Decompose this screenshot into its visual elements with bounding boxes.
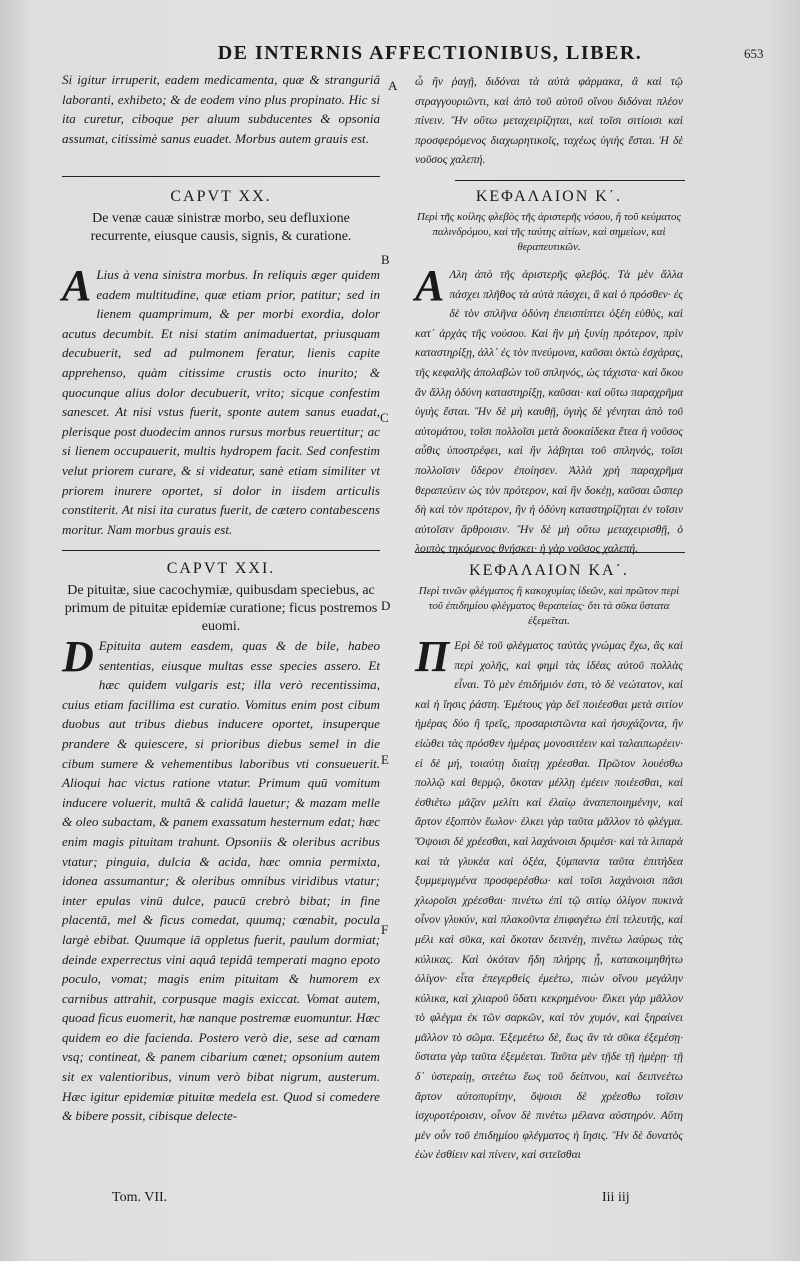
chapter-20-latin-body bbox=[62, 261, 380, 540]
dropcap: D bbox=[62, 632, 94, 681]
running-head: DE INTERNIS AFFECTIONIBUS, LIBER. bbox=[217, 42, 643, 64]
chapter-21-greek-body bbox=[415, 632, 683, 1188]
latin-continuation: Si igitur irruperit, eadem medicamenta, quæ & stranguriâ laboranti, exhibeto; & de eodem vino plus propinato. Hic si ita curetur, ciboque per aluum subducentes & opsonia assumat, citissimè sanus euadet. Morbus autem grauis est. bbox=[62, 72, 380, 146]
divider-rule bbox=[62, 550, 380, 551]
margin-letter-d: D bbox=[381, 598, 391, 613]
margin-letter-e: E bbox=[381, 752, 389, 767]
dropcap: A bbox=[62, 261, 92, 310]
dropcap: Π bbox=[415, 632, 450, 681]
chapter-20-latin-text: Lius à vena sinistra morbus. In reliquis æger quidem eadem multitudine, quæ etiam prior, patitur; sed in lienem quamprimum, & per morbi exordia, dolor acutus decumbit. Et nisi statim animaduertat, priusquam decubuerit, sed ad pulmonem feratur, lienis capite apprehenso, quàm citissime crustis octo inurito; & quocunque alius dolor decubuerit, vrito; sicque confestim sanescet. At nisi vstus fuerit, sponte autem sanus euadat, plerisque post duodecim annos rursus morbus reuertitur; ac si lienem occupauerit, multis hydropem facit. Sed confestim velut priorem curare, & si videatur, sanè etiam similiter vt priorem inurere oportet, si dolor in iisdem articulis constiterit. At nisi ita curatus fuerit, de cætero contabescens moritur. Nam morbus grauis est. bbox=[62, 267, 380, 537]
greek-continuation: ὦ ἢν ῥαγῇ, διδόναι τὰ αὐτὰ φάρμακα, ἃ καὶ τῷ στραγγουριῶντι, καὶ ἀπὸ τοῦ αὐτοῦ οἴνου διδόναι πλέον πίνειν. Ἢν οὕτω μεταχειρίζηται, καὶ τοῖσι σιτίοισι καὶ προσφερόμενος διαχωρητικοῖς, ταχέως ὑγιὴς ἔσται. Ἡ δὲ νοῦσος χαλεπή. bbox=[415, 75, 683, 166]
chapter-21-latin-text: Epituita autem easdem, quas & de bile, habeo sententias, eiusque multas esse species assero. Et hæc quidem vulgaris est; illa verò recentissima, cuius etiam facillima est curatio. Vomitus enim post cibum duobus aut tribus diebus inducere oportet, insuperque prandere & quiescere, si prioribus diebus semel in die cibum sumere & vehementibus laboribus vti consueuerit. Alioqui hac victus ratione vtatur. Primum quū vomitum inducere voluerit, multâ & calidâ lauetur; & mazam melle & oleo subactam, & panem exassatum hesternum edat; hæc enim magis pituitam trahunt. Opsoniis & oleribus acribus vtatur; pinguia, dulcia & acida, hæc omnia permixta, idonea assumantur; & oleribus omnibus viridibus vtatur; inter epulas vinū dulce, paucū crebrò bibat; in fine placentā, mel & ficus comedat, quumq; cœnabit, pocula largè ebibat. Quumque iā oppletus fuerit, paulum dormiat; deinde experrectus vini aquâ tepidâ temperati magno epoto poculo, vomat; magis enim pituitam & humorem ex carnibus attrahit, corpusque magis exiccat. Vomat autem, quoad ficus euomerit, hæ nanque postremæ euomuntur. Hæc quidem eo die facienda. Postero verò die, sese ad cœnam vsq; contineat, & panem cibarium cœnet; opsonium autem sit ex valentioribus, vinum verò bibat nigrum, austerum. Hæc igitur epidemiæ pituitæ medela est. Quod si comedere & bibere possit, cibisque delecte- bbox=[62, 638, 380, 1124]
chapter-21-greek-summary: Περὶ τινῶν φλέγματος ἢ κακοχυμίας ἰδεῶν, καὶ πρῶτον περὶ τοῦ ἐπιδημίου φλέγματος θεραπείας· ὅτι τὰ σῦκα ὕστατα ἐξεμεῖται. bbox=[418, 585, 680, 627]
dropcap: Α bbox=[415, 261, 445, 310]
chapter-20-greek-text: Λλη ἀπὸ τῆς ἀριστερῆς φλεβός. Τὰ μὲν ἄλλα πάσχει πλῆθος τὰ αὐτὰ πάσχει, ἃ καὶ ὁ πρόσθεν· ἐς δὲ τὸν σπλῆνα ὀδύνη ἐπεισπίπτει ὀξέη εὐθὺς, καὶ κατ᾽ ἀρχὰς τῆς νούσου. Καὶ ἢν μὴ ξυνίῃ πρότερον, πρὶν καταστηρίξῃ, ἀλλ᾽ ἐς τὸν πνεύμονα, καῦσαι ὀκτὼ ἐσχάρας, τῆς κεφαλῆς ἀπολαβὼν τοῦ σπληνός, ὡς τάχιστα· καὶ ὅκου ἂν ἄλλῃ ὀδύνη καταστηρίξῃ, καῦσαι· καὶ οὕτω παραχρῆμα ὑγιὴς ἔσται. Ἢν δὲ μὴ καυθῇ, ὑγιὴς δὲ γένηται ἀπὸ τοῦ αὐτομάτου, τοῖσι πολλοῖσι μετὰ δυοκαίδεκα ἔτεα ἡ νοῦσος αὖθις ὑποστρέφει, καὶ ἢν λάβηται τοῦ σπληνός, τοῖσι πολλοῖσιν ὕδερον ἐποίησεν. Ἀλλὰ χρὴ παραχρῆμα θεραπεύειν ὡς τὸν πρότερον, καὶ ἢν δοκέῃ, καῦσαι ὥσπερ δὴ καὶ τὸν πρότερον, ἢν ἡ ὀδύνη καταστηρίζηται ἐν τοῖσιν αὐτοῖσιν ἄρθροισιν. Ἢν δὲ μὴ οὕτω μεταχειρισθῇ, ὁ λοιπὸς τηκόμενος θνήσκει· ἡ γὰρ νοῦσος χαλεπή. bbox=[415, 268, 683, 556]
chapter-20-greek-summary: Περὶ τῆς κοίλης φλεβὸς τῆς ἀριστερῆς νόσου, ἢ τοῦ κεύματος παλινδρόμου, καὶ τῆς ταύτης αἰτίων, καὶ σημείων, καὶ θεραπευτικῶν. bbox=[417, 211, 681, 253]
divider-rule bbox=[455, 180, 685, 181]
chapter-21-latin-body bbox=[62, 632, 380, 1188]
chapter-21-greek-title: ΚΕΦΑΛΑΙΟΝ ΚΑ΄. bbox=[469, 562, 629, 579]
page-number: 653 bbox=[744, 46, 764, 61]
margin-letter-f: F bbox=[381, 922, 389, 937]
margin-letter-b: B bbox=[381, 252, 390, 267]
margin-letter-c: C bbox=[380, 410, 389, 425]
chapter-20-greek-title: ΚΕΦΑΛΑΙΟΝ Κ΄. bbox=[475, 188, 623, 205]
chapter-20-greek-body bbox=[415, 261, 683, 556]
chapter-21-greek-text: Ερὶ δὲ τοῦ φλέγματος ταὐτὰς γνώμας ἔχω, ἃς καὶ περὶ χολῆς, καὶ φημὶ τὰς ἰδέας αὐτοῦ πολλὰς εἶναι. Τὸ μὲν ἐπιδήμιόν ἐστι, τὸ δὲ νεώτατον, καὶ καὶ ἡ ἴησις ῥάστη. Ἐμέτους γὰρ δεῖ ποιέεσθαι μετὰ σιτίον ἡμέρας δύο ἢ τρεῖς, προσαριστῶντα καὶ ἡσυχάζοντα, ἢν εἰώθει τὰς πρόσθεν ἡμέρας μονοσιτέειν καὶ ταλαιπωρέειν· εἰ δὲ μή, τοιαύτῃ διαίτῃ χρέεσθαι. Πρῶτον λουέσθω πολλῷ καὶ θερμῷ, ὅκοταν μέλλῃ ἐμέειν ποιέεσθαι, καὶ ἐσθιέτω μᾶζαν μελίτι καὶ ἐλαίῳ ἀναπεποιημένην, καὶ ἄρτον ἐξοπτὸν ἕωλον· ἑλκει γὰρ ταῦτα μᾶλλον τὸ φλέγμα. Ὄψοισι δὲ χρέεσθαι, καὶ λαχάνοισι δριμέσι· καὶ τὰ λιπαρὰ καὶ τὰ γλυκέα καὶ ὀξέα, ξύμπαντα ταῦτα ἐπιτήδεα ξυμμεμιγμένα προσφερέσθω· καὶ τοῖσι λαχάνοισι πᾶσι χλωροῖσι χρέεσθαι· πινέτω ἐπὶ τῷ σιτίῳ ὀλίγον πυκινὰ οἶνον γλυκύν, καὶ πλακοῦντα ἐπιφαγέτω ἐπὶ τελευτῆς, καὶ μέλι καὶ σῦκα, καὶ ὅκοταν δειπνέῃ, πινέτω λαύρως τὰς κύλικας. Καὶ ὁκόταν ἤδη πλήρης ᾖ, κατακοιμηθήτω ὀλίγον· εἶτα ἐπεγερθεὶς ἐμεέτω, πιὼν οἴνου μεγάλην κύλικα, καὶ χλιαροῦ ὕδατι κεκρημένου· ἕλκει γὰρ μᾶλλον τὸ φλέγμα ἐκ τῶν σαρκῶν, καὶ τὸν χυμόν, καὶ ξηραίνει μᾶλλον τὸ σῶμα. Ἐξεμεέτω δὲ, ἕως ἂν τὰ σῦκα ἐξεμέσῃ· ὕστατα γὰρ ταῦτα ἐξεμέεται. Ταῦτα μὲν τῇδε τῇ ἡμέρῃ· τῇ δ᾽ ὑστεραίῃ, σιτεέτω ἕως τοῦ δείπνου, καὶ δειπνεέτω ἄρτον αὐτοπυρίτην, ὄψοισι δὲ χρέεσθω τοῖσιν ἰσχυροτέροισιν, οἶνον δὲ πινέτω μέλανα αὐστηρόν. Αὕτη μὲν οὖν τοῦ ἐπιδημίου φλέγματος ἡ ἴησις. Ἢν δὲ δυνατὸς ἐὼν ἐσθίειν καὶ πίνειν, καὶ σιτεῖσθαι bbox=[415, 639, 683, 1162]
signature-mark: Iii iij bbox=[602, 1190, 630, 1205]
chapter-21-latin-summary: De pituitæ, siue cacochymiæ, quibusdam speciebus, ac primum de pituitæ epidemiæ curatione; ficus postremos euomi. bbox=[64, 583, 378, 634]
divider-rule bbox=[415, 552, 685, 553]
margin-letter-a: A bbox=[388, 78, 398, 93]
chapter-20-latin-summary: De venæ cauæ sinistræ morbo, seu defluxione recurrente, eiusque causis, signis, & curatione. bbox=[90, 211, 352, 244]
divider-rule bbox=[62, 176, 380, 177]
chapter-21-latin-title: CAPVT XXI. bbox=[166, 560, 276, 577]
volume-mark: Tom. VII. bbox=[112, 1190, 168, 1205]
chapter-20-latin-title: CAPVT XX. bbox=[170, 188, 272, 205]
